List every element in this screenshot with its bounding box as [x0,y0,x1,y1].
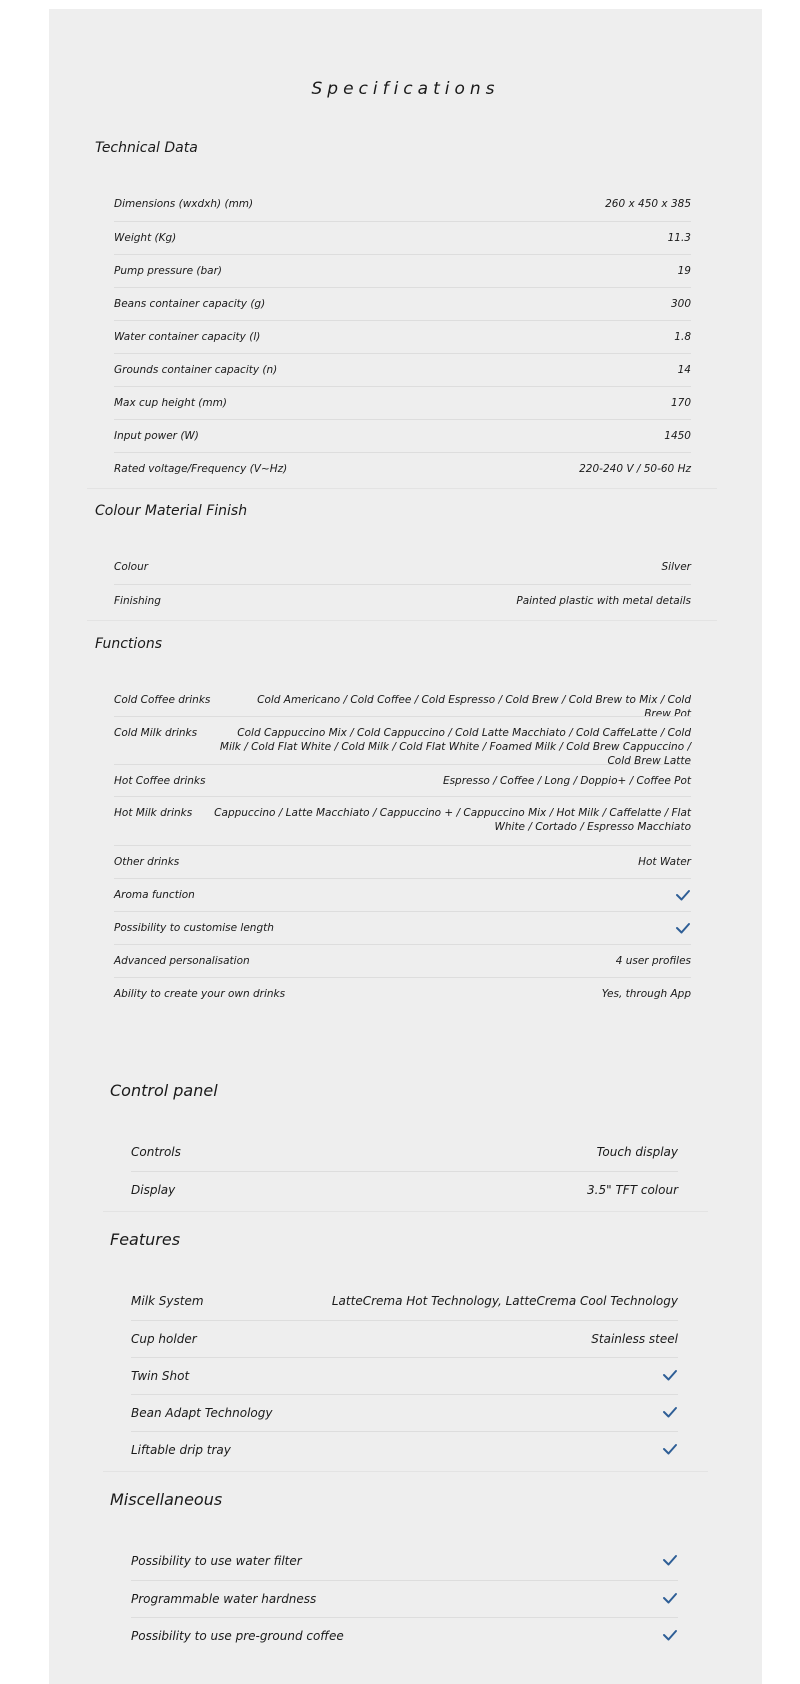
spec-label: Pump pressure (bar) [114,265,222,277]
spec-label: Ability to create your own drinks [114,988,286,1000]
checkmark-icon [675,888,691,902]
section-heading-colour-material-finish: Colour Material Finish [95,503,248,519]
spec-row-grounds-container-capacity-n [114,353,691,386]
spec-value: Stainless steel [591,1332,678,1346]
spec-label: Cold Milk drinks [114,727,198,739]
spec-value: LatteCrema Hot Technology, LatteCrema Cool Technology [331,1294,678,1308]
spec-label: Bean Adapt Technology [131,1406,273,1420]
spec-label: Twin Shot [131,1369,190,1383]
spec-row-dimensions-wxdxh-mm [114,188,691,221]
spec-row-hot-coffee-drinks [114,764,691,796]
spec-row-pump-pressure-bar [114,254,691,287]
spec-row-colour [114,551,691,584]
spec-value: 300 [670,298,691,310]
spec-label: Beans container capacity (g) [114,298,266,310]
spec-value: 19 [677,265,691,277]
spec-value: Touch display [596,1145,678,1159]
spec-row-other-drinks [114,845,691,878]
spec-value: Cold Americano / Cold Coffee / Cold Espresso / Cold Brew / Cold Brew to Mix / Cold Brew Pot [257,694,691,720]
spec-label: Hot Milk drinks [114,807,193,819]
page-title: Specifications [311,79,500,99]
spec-label: Cold Coffee drinks [114,694,211,706]
spec-value: 220-240 V / 50-60 Hz [579,463,691,475]
spec-label: Cup holder [131,1332,197,1346]
spec-label: Water container capacity (l) [114,331,261,343]
spec-row-water-container-capacity-l [114,320,691,353]
checkmark-icon [662,1368,678,1382]
spec-row-finishing [114,584,691,617]
spec-value: Yes, through App [601,988,691,1000]
spec-row-rated-voltage-frequency-v-hz [114,452,691,485]
spec-label: Colour [114,561,149,573]
spec-value: Hot Water [638,856,691,868]
section-divider [103,1211,708,1212]
spec-label: Input power (W) [114,430,199,442]
section-heading-functions: Functions [95,636,163,652]
spec-row-display [131,1171,678,1208]
spec-value: 11.3 [667,232,691,244]
spec-row-cold-milk-drinks [114,716,691,767]
spec-label: Milk System [131,1294,204,1308]
spec-value: 1450 [664,430,691,442]
checkmark-icon [662,1442,678,1456]
section-heading-features: Features [110,1230,181,1249]
spec-label: Controls [131,1145,181,1159]
spec-row-bean-adapt-technology [131,1394,678,1431]
spec-label: Max cup height (mm) [114,397,227,409]
checkmark-icon [662,1628,678,1642]
spec-label: Rated voltage/Frequency (V~Hz) [114,463,288,475]
spec-row-max-cup-height-mm [114,386,691,419]
spec-row-ability-to-create-your-own-drinks [114,977,691,1010]
section-divider [87,488,717,489]
spec-row-weight-kg [114,221,691,254]
checkmark-icon [662,1591,678,1605]
spec-label: Aroma function [114,889,195,901]
spec-row-cup-holder [131,1320,678,1357]
spec-row-aroma-function [114,878,691,911]
spec-row-milk-system [131,1283,678,1320]
spec-value: Cappuccino / Latte Macchiato / Cappuccino + / Cappuccino Mix / Hot Milk / Caffelatte / Flat White / Cortado / Espresso Macchiato [214,807,691,833]
spec-label: Programmable water hardness [131,1592,317,1606]
section-divider [103,1471,708,1472]
spec-label: Dimensions (wxdxh) (mm) [114,198,254,210]
spec-row-possibility-to-use-pre-ground-coffee [131,1617,678,1654]
spec-value: 14 [677,364,691,376]
spec-row-beans-container-capacity-g [114,287,691,320]
spec-label: Other drinks [114,856,180,868]
spec-value: 260 x 450 x 385 [605,198,691,210]
spec-value: Espresso / Coffee / Long / Doppio+ / Coffee Pot [442,775,691,787]
checkmark-icon [662,1553,678,1567]
spec-row-possibility-to-customise-length [114,911,691,944]
spec-label: Possibility to customise length [114,922,274,934]
spec-label: Grounds container capacity (n) [114,364,278,376]
checkmark-icon [662,1405,678,1419]
spec-row-advanced-personalisation [114,944,691,977]
spec-value: Cold Cappuccino Mix / Cold Cappuccino / Cold Latte Macchiato / Cold CaffeLatte / Cold Milk / Cold Flat White / Cold Milk / Cold Flat White / Foamed Milk / Cold Brew Cappuccino / Cold Brew Latte [219,727,691,767]
section-divider [87,620,717,621]
spec-label: Finishing [114,595,161,607]
spec-row-input-power-w [114,419,691,452]
spec-row-cold-coffee-drinks [114,684,691,720]
spec-row-hot-milk-drinks [114,796,691,845]
spec-label: Possibility to use pre-ground coffee [131,1629,344,1643]
spec-value: 3.5" TFT colour [587,1183,678,1197]
spec-label: Liftable drip tray [131,1443,231,1457]
section-heading-miscellaneous: Miscellaneous [110,1490,223,1509]
spec-label: Advanced personalisation [114,955,250,967]
spec-value: Painted plastic with metal details [516,595,691,607]
spec-value: 170 [670,397,691,409]
spec-label: Display [131,1183,176,1197]
checkmark-icon [675,921,691,935]
spec-value: 4 user profiles [615,955,691,967]
spec-label: Weight (Kg) [114,232,177,244]
spec-row-controls [131,1134,678,1171]
spec-row-possibility-to-use-water-filter [131,1543,678,1580]
section-heading-control-panel: Control panel [110,1081,218,1100]
spec-value: Silver [661,561,691,573]
spec-row-twin-shot [131,1357,678,1394]
spec-label: Hot Coffee drinks [114,775,206,787]
spec-row-programmable-water-hardness [131,1580,678,1617]
spec-row-liftable-drip-tray [131,1431,678,1468]
section-heading-technical-data: Technical Data [95,140,198,156]
spec-label: Possibility to use water filter [131,1554,302,1568]
spec-value: 1.8 [674,331,691,343]
